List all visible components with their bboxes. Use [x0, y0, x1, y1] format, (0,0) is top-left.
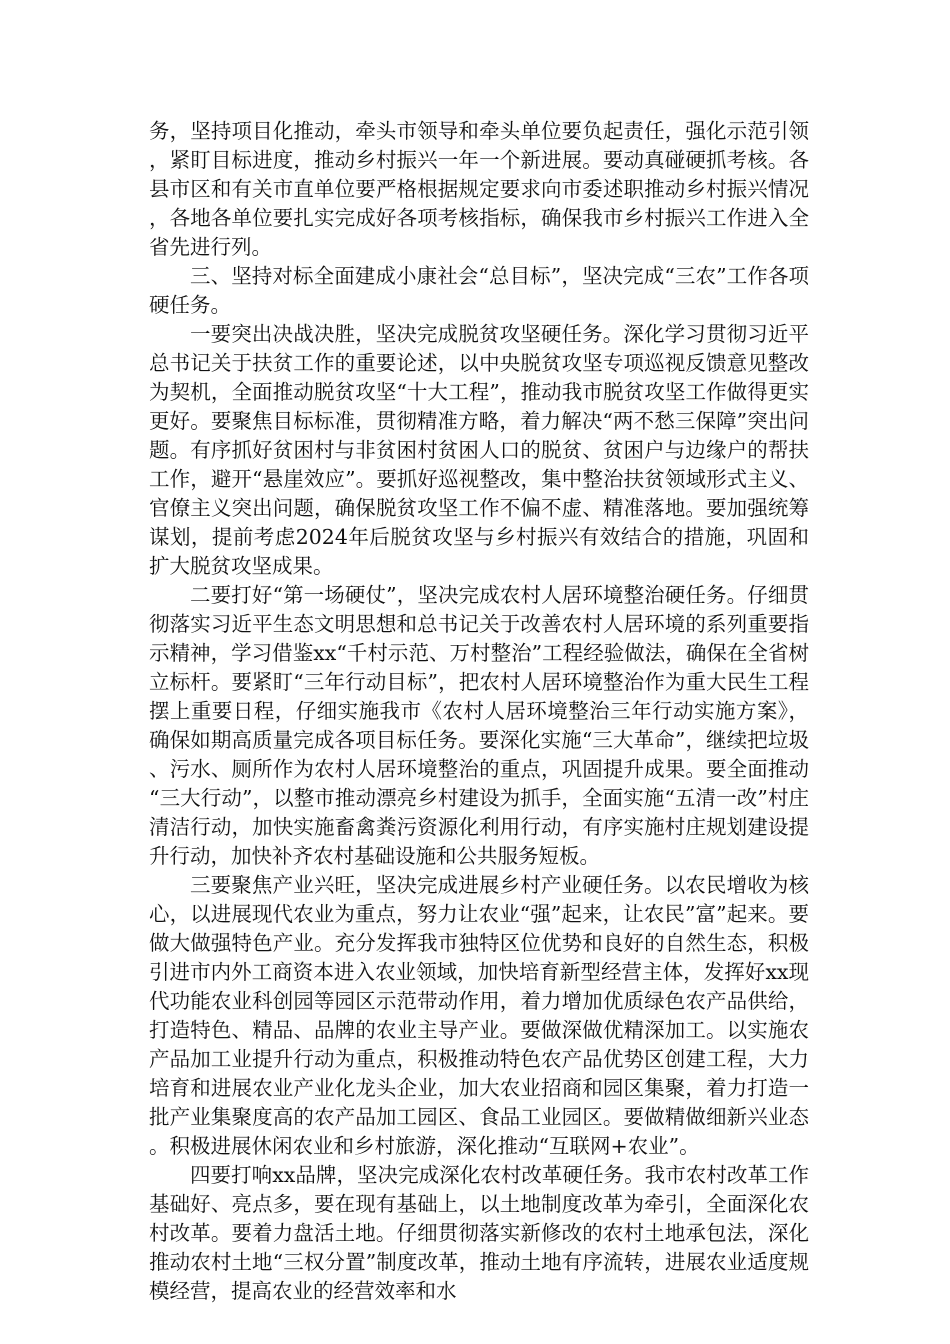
- paragraph-continuation: 务，坚持项目化推动，牵头市领导和牵头单位要负起责任，强化示范引领，紧盯目标进度，推动乡村振兴一年一个新进展。要动真碰硬抓考核。各县市区和有关市直单位要严格根据规定要求向市委述职推动乡村振兴情况，各地各单位要扎实完成好各项考核指标，确保我市乡村振兴工作进入全省先进行列。: [149, 119, 809, 259]
- section-heading-three: 三、坚持对标全面建成小康社会“总目标”，坚决完成“三农”工作各项硬任务。: [149, 264, 809, 317]
- document-body: [149, 117, 809, 1306]
- paragraph-rural-environment: 二要打好“第一场硬仗”，坚决完成农村人居环境整治硬任务。仔细贯彻落实习近平生态文明思想和总书记关于改善农村人居环境的系列重要指示精神，学习借鉴xx“千村示范、万村整治”工程经验做法，确保在全省树立标杆。要紧盯“三年行动目标”，把农村人居环境整治作为重大民生工程摆上重要日程，仔细实施我市《农村人居环境整治三年行动实施方案》，确保如期高质量完成各项目标任务。要深化实施“三大革命”，继续把垃圾、污水、厕所作为农村人居环境整治的重点，巩固提升成果。要全面推动“三大行动”，以整市推动漂亮乡村建设为抓手，全面实施“五清一改”村庄清洁行动，加快实施畜禽粪污资源化利用行动，有序实施村庄规划建设提升行动，加快补齐农村基础设施和公共服务短板。: [149, 583, 809, 868]
- paragraph-rural-reform: 四要打响xx品牌，坚决完成深化农村改革硬任务。我市农村改革工作基础好、亮点多，要在现有基础上，以土地制度改革为牵引，全面深化农村改革。要着力盘活土地。仔细贯彻落实新修改的农村土地承包法，深化推动农村土地“三权分置”制度改革，推动土地有序流转，进展农业适度规模经营，提高农业的经营效率和水: [149, 1163, 809, 1303]
- paragraph-poverty-alleviation: 一要突出决战决胜，坚决完成脱贫攻坚硬任务。深化学习贯彻习近平总书记关于扶贫工作的重要论述，以中央脱贫攻坚专项巡视反馈意见整改为契机，全面推动脱贫攻坚“十大工程”，推动我市脱贫攻坚工作做得更实更好。要聚焦目标标准，贯彻精准方略，着力解决“两不愁三保障”突出问题。有序抓好贫困村与非贫困村贫困人口的脱贫、贫困户与边缘户的帮扶工作，避开“悬崖效应”。要抓好巡视整改，集中整治扶贫领域形式主义、官僚主义突出问题，确保脱贫攻坚工作不偏不虚、精准落地。要加强统筹谋划，提前考虑2024年后脱贫攻坚与乡村振兴有效结合的措施，巩固和扩大脱贫攻坚成果。: [149, 322, 809, 578]
- paragraph-rural-industry: 三要聚焦产业兴旺，坚决完成进展乡村产业硬任务。以农民增收为核心，以进展现代农业为重点，努力让农业“强”起来，让农民”富”起来。要做大做强特色产业。充分发挥我市独特区位优势和良好的自然生态，积极引进市内外工商资本进入农业领域，加快培育新型经营主体，发挥好xx现代功能农业科创园等园区示范带动作用，着力增加优质绿色农产品供给，打造特色、精品、品牌的农业主导产业。要做深做优精深加工。以实施农产品加工业提升行动为重点，积极推动特色农产品优势区创建工程，大力培育和进展农业产业化龙头企业，加大农业招商和园区集聚，着力打造一批产业集聚度高的农产品加工园区、食品工业园区。要做精做细新兴业态。积极进展休闲农业和乡村旅游，深化推动“互联网+农业”。: [149, 873, 809, 1158]
